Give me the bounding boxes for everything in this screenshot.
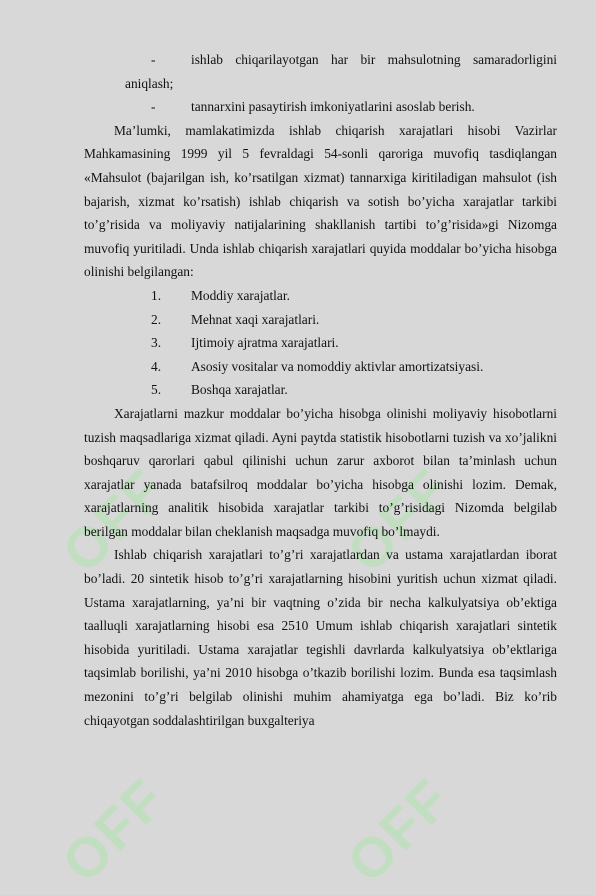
list-item [84, 48, 557, 72]
numbered-item [84, 331, 557, 355]
paragraph: Xarajatlarni mazkur moddalar bo’yicha hisobga olinishi moliyaviy hisobotlarni tuzish maqsadlariga xizmat qiladi. Ayni paytda statistik hisobotlarni tuzish va xo’jalikni boshqaruv qarorlari qabul qilinishi uchun zarur axborot bilan ta’minlash uchun xarajatlar yanada batafsilroq moddalar bo’yicha hisobga olinishi lozim. Demak, xarajatlarning analitik hisobida xarajatlar tarkibi to’g’risidagi Nizomda belgilab berilgan moddalar bilan cheklanish maqsadga muvofiq bo’lmaydi. [84, 405, 557, 539]
numbered-item [84, 308, 557, 332]
item-number: 2. [151, 311, 162, 327]
paragraph: Ishlab chiqarish xarajatlari to’g’ri xarajatlardan va ustama xarajatlardan iborat bo’ladi. 20 sintetik hisob to’g’ri xarajatlarning hisobini yuritish uchun xizmat qiladi. Ustama xarajatlarning, ya’ni bir vaqtning o’zida bir necha kalkulyatsiya ob’ektiga taalluqli xarajatlarning hisobi esa 2510 Umum ishlab chiqarish xarajatlari sintetik hisobida yuritiladi. Ustama xarajatlar tegishli davrlarda kalkulyatsiya ob’ektlariga taqsimlab borilishi, ya’ni 2010 hisobga o’tkazib borilishi lozim. Bunda esa taqsimlash mezonini to’g’ri belgilab olinishi muhim ahamiyatga ega bo’ladi. Biz ko’rib chiqayotgan soddalashtirilgan buxgalteriya [84, 547, 557, 728]
list-item-continuation: aniqlash; [125, 75, 174, 91]
watermark: OFF [334, 766, 463, 895]
document-body [84, 48, 557, 732]
numbered-item [84, 378, 557, 402]
watermark: OFF [334, 456, 463, 585]
list-dash: - [151, 99, 156, 115]
item-text: Boshqa xarajatlar. [191, 382, 288, 398]
list-item [84, 95, 557, 119]
item-text: Asosiy vositalar va nomoddiy aktivlar amortizatsiyasi. [191, 358, 484, 374]
watermark: OFF [49, 456, 178, 585]
list-item-text: tannarxini pasaytirish imkoniyatlarini asoslab berish. [191, 99, 475, 115]
numbered-item [84, 284, 557, 308]
item-number: 1. [151, 287, 162, 303]
item-number: 3. [151, 335, 162, 351]
watermark: OFF [49, 766, 178, 895]
item-text: Moddiy xarajatlar. [191, 287, 290, 303]
item-text: Mehnat xaqi xarajatlari. [191, 311, 320, 327]
list-dash: - [151, 52, 156, 67]
numbered-item [84, 355, 557, 379]
item-number: 4. [151, 358, 162, 374]
item-number: 5. [151, 382, 162, 398]
list-item-text: ishlab chiqarilayotgan har bir mahsulotning samaradorligini [191, 52, 557, 67]
paragraph: Ma’lumki, mamlakatimizda ishlab chiqarish xarajatlari hisobi Vazirlar Mahkamasining 1999 yil 5 fevraldagi 54-sonli qaroriga muvofiq tasdiqlangan «Mahsulot (bajarilgan ish, ko’rsatilgan xizmat) tannarxiga kiritiladigan mahsulot (ish bajarish, xizmat ko’rsatish) ishlab chiqarish va sotish bo’yicha xarajatlar tarkibi to’g’risida va moliyaviy natijalarining shakllanish tartibi to’g’risida»gi Nizomga muvofiq yuritiladi. Unda ishlab chiqarish xarajatlari quyida moddalar bo’yicha hisobga olinishi belgilangan: [84, 122, 557, 280]
item-text: Ijtimoiy ajratma xarajatlari. [191, 335, 339, 351]
